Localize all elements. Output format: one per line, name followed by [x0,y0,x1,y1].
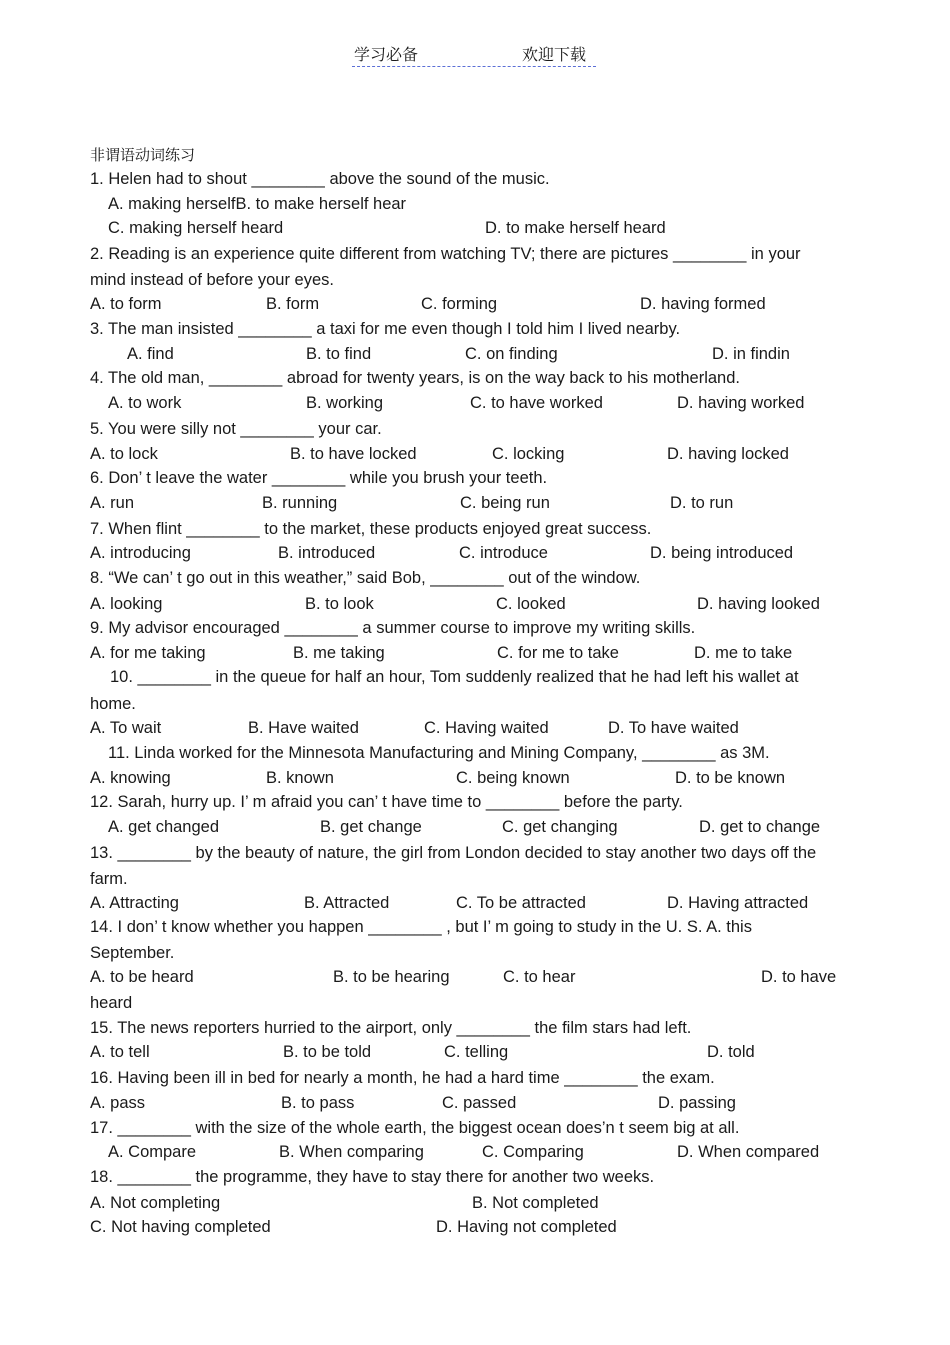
q15-option-a: A. to tell [90,1043,150,1061]
q13-option-b: B. Attracted [304,894,390,912]
q6-option-a: A. run [90,494,135,512]
q7-option-b: B. introduced [278,544,376,562]
q11-option-b: B. known [266,769,334,787]
q2-option-b: B. form [266,295,320,313]
header-left-text: 学习必备 [354,45,419,64]
q18-option-a: A. Not completing [90,1194,221,1212]
q11-option-a: A. knowing [90,769,171,787]
q15-option-d: D. told [707,1043,755,1061]
question-13: 13. ________ by the beauty of nature, the girl from London decided to stay another two days off the [90,844,817,862]
q4-option-a: A. to work [108,394,182,412]
q18-option-c: C. Not having completed [90,1218,271,1236]
question-15: 15. The news reporters hurried to the airport, only ________ the film stars had left. [90,1019,692,1037]
question-17: 17. ________ with the size of the whole earth, the biggest ocean does’n t seem big at all. [90,1119,740,1137]
q16-option-d: D. passing [658,1094,736,1112]
q6-option-c: C. being run [460,494,550,512]
q5-option-c: C. locking [492,445,565,463]
q9-option-d: D. me to take [694,644,793,662]
q1-option-c: C. making herself heard [108,219,284,237]
q17-option-a: A. Compare [108,1143,197,1161]
q10-option-a: A. To wait [90,719,162,737]
q12-option-a: A. get changed [108,818,220,836]
q14-option-d: D. to have [761,968,837,986]
question-7: 7. When flint ________ to the market, these products enjoyed great success. [90,520,652,538]
q13-option-a: A. Attracting [90,894,179,912]
question-16: 16. Having been ill in bed for nearly a month, he had a hard time ________ the exam. [90,1069,715,1087]
question-8: 8. “We can’ t go out in this weather,” said Bob, ________ out of the window. [90,569,641,587]
q5-option-b: B. to have locked [290,445,417,463]
q17-option-b: B. When comparing [279,1143,424,1161]
q3-option-c: C. on finding [465,345,558,363]
q17-option-d: D. When compared [677,1143,820,1161]
q7-option-a: A. introducing [90,544,191,562]
q6-option-b: B. running [262,494,338,512]
q14-option-a: A. to be heard [90,968,194,986]
question-3: 3. The man insisted ________ a taxi for me even though I told him I lived nearby. [90,320,681,338]
q18-option-b: B. Not completed [472,1194,599,1212]
q15-option-b: B. to be told [283,1043,372,1061]
q11-option-d: D. to be known [675,769,786,787]
question-1: 1. Helen had to shout ________ above the sound of the music. [90,170,550,188]
q12-option-b: B. get change [320,818,422,836]
question-5: 5. You were silly not ________ your car. [90,420,382,438]
question-2: 2. Reading is an experience quite different from watching TV; there are pictures ________ in your [90,245,801,263]
q6-option-d: D. to run [670,494,734,512]
q1-option-a: A. making herselfB. to make herself hear [108,195,407,213]
q8-option-b: B. to look [305,595,374,613]
q2-option-c: C. forming [421,295,498,313]
q8-option-c: C. looked [496,595,566,613]
q15-option-c: C. telling [444,1043,509,1061]
q10-option-d: D. To have waited [608,719,739,737]
question-4: 4. The old man, ________ abroad for twenty years, is on the way back to his motherland. [90,369,740,387]
q5-option-a: A. to lock [90,445,158,463]
question-11: 11. Linda worked for the Minnesota Manufacturing and Mining Company, ________ as 3M. [108,744,770,762]
q4-option-d: D. having worked [677,394,805,412]
q9-option-b: B. me taking [293,644,385,662]
q17-option-c: C. Comparing [482,1143,584,1161]
q1-option-d: D. to make herself heard [485,219,666,237]
q10-option-c: C. Having waited [424,719,549,737]
q9-option-c: C. for me to take [497,644,619,662]
q14-option-c: C. to hear [503,968,576,986]
question-10-cont: home. [90,695,136,713]
question-2-cont: mind instead of before your eyes. [90,271,334,289]
q4-option-c: C. to have worked [470,394,603,412]
question-13-cont: farm. [90,870,128,888]
exercise-title: 非谓语动词练习 [90,146,196,164]
q9-option-a: A. for me taking [90,644,206,662]
question-14: 14. I don’ t know whether you happen ________ , but I’ m going to study in the U. S. A. this [90,918,752,936]
q8-option-a: A. looking [90,595,163,613]
q14-option-b: B. to be hearing [333,968,450,986]
q8-option-d: D. having looked [697,595,820,613]
q2-option-a: A. to form [90,295,162,313]
q3-option-b: B. to find [306,345,372,363]
q2-option-d: D. having formed [640,295,766,313]
q12-option-c: C. get changing [502,818,618,836]
q3-option-d: D. in findin [712,345,790,363]
q4-option-b: B. working [306,394,384,412]
question-10: 10. ________ in the queue for half an hour, Tom suddenly realized that he had left his wallet at [110,668,799,686]
q12-option-d: D. get to change [699,818,821,836]
q5-option-d: D. having locked [667,445,789,463]
q7-option-d: D. being introduced [650,544,794,562]
question-6: 6. Don’ t leave the water ________ while you brush your teeth. [90,469,548,487]
q13-option-c: C. To be attracted [456,894,586,912]
q7-option-c: C. introduce [459,544,548,562]
question-14-cont: September. [90,944,175,962]
q14-option-d-cont: heard [90,994,133,1012]
header-right-text: 欢迎下载 [522,45,587,64]
q18-option-d: D. Having not completed [436,1218,617,1236]
question-9: 9. My advisor encouraged ________ a summer course to improve my writing skills. [90,619,696,637]
q3-option-a: A. find [127,345,174,363]
question-12: 12. Sarah, hurry up. I’ m afraid you can’ t have time to ________ before the party. [90,793,683,811]
q10-option-b: B. Have waited [248,719,359,737]
q16-option-c: C. passed [442,1094,517,1112]
question-18: 18. ________ the programme, they have to stay there for another two weeks. [90,1168,655,1186]
q16-option-b: B. to pass [281,1094,355,1112]
q13-option-d: D. Having attracted [667,894,809,912]
page-header [352,42,596,67]
q16-option-a: A. pass [90,1094,146,1112]
q11-option-c: C. being known [456,769,570,787]
